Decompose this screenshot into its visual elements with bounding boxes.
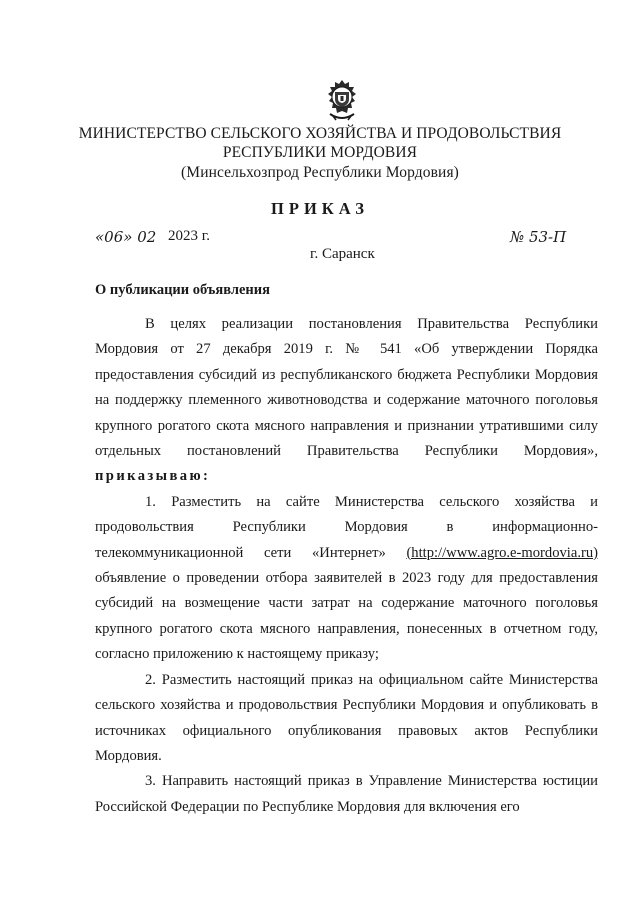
order-number: № 53-П: [510, 228, 567, 246]
document-type-title: ПРИКАЗ: [271, 199, 369, 218]
order-body: [95, 312, 598, 820]
ministry-short-name: (Минсельхозпрод Республики Мордовия): [181, 164, 459, 181]
clause-2-paragraph: 2. Разместить настоящий приказ на официальном сайте Министерства сельского хозяйства и продовольствия Республики Мордовия и опубликовать в источниках официального опубликования правовых актов Республики Мордовия.: [95, 671, 598, 764]
website-link[interactable]: (http://www.agro.e-mordovia.ru): [406, 544, 598, 561]
ministry-name-line2: РЕСПУБЛИКИ МОРДОВИЯ: [222, 144, 418, 161]
ministry-name-line1: МИНИСТЕРСТВО СЕЛЬСКОГО ХОЗЯЙСТВА И ПРОДОВОЛЬСТВИЯ: [78, 125, 562, 142]
order-date-year: 2023 г.: [168, 228, 210, 244]
order-keyword: приказываю:: [95, 468, 211, 485]
clause-1-paragraph: 1. Разместить на сайте Министерства сельского хозяйства и продовольствия Республики Мордовия в информационно-телекоммуникационной сети «Интернет» (http://www.agro.e-mordovia.ru) объявление о проведении отбора заявителей в 2023 году для предоставления субсидий на возмещение части затрат на содержание маточного поголовья крупного рогатого скота мясного направления, понесенных в отчетном году, согласно приложению к настоящему приказу;: [95, 493, 598, 663]
order-city: г. Саранск: [310, 246, 375, 262]
clause-3-paragraph: 3. Направить настоящий приказ в Управление Министерства юстиции Российской Федерации по Республике Мордовия для включения его: [95, 773, 598, 815]
preamble-paragraph: В целях реализации постановления Правительства Республики Мордовия от 27 декабря 2019 г. № 541 «Об утверждении Порядка предоставления субсидий из республиканского бюджета Республики Мордовия на поддержку племенного животноводства и содержание маточного поголовья крупного рогатого скота мясного направления и признании утратившими силу отдельных постановлений Правительства Республики Мордовия», приказываю:: [95, 316, 598, 485]
order-date-handwritten: «06» 02: [95, 228, 157, 246]
coat-of-arms-emblem: [322, 78, 362, 122]
order-subject: О публикации объявления: [95, 282, 270, 298]
